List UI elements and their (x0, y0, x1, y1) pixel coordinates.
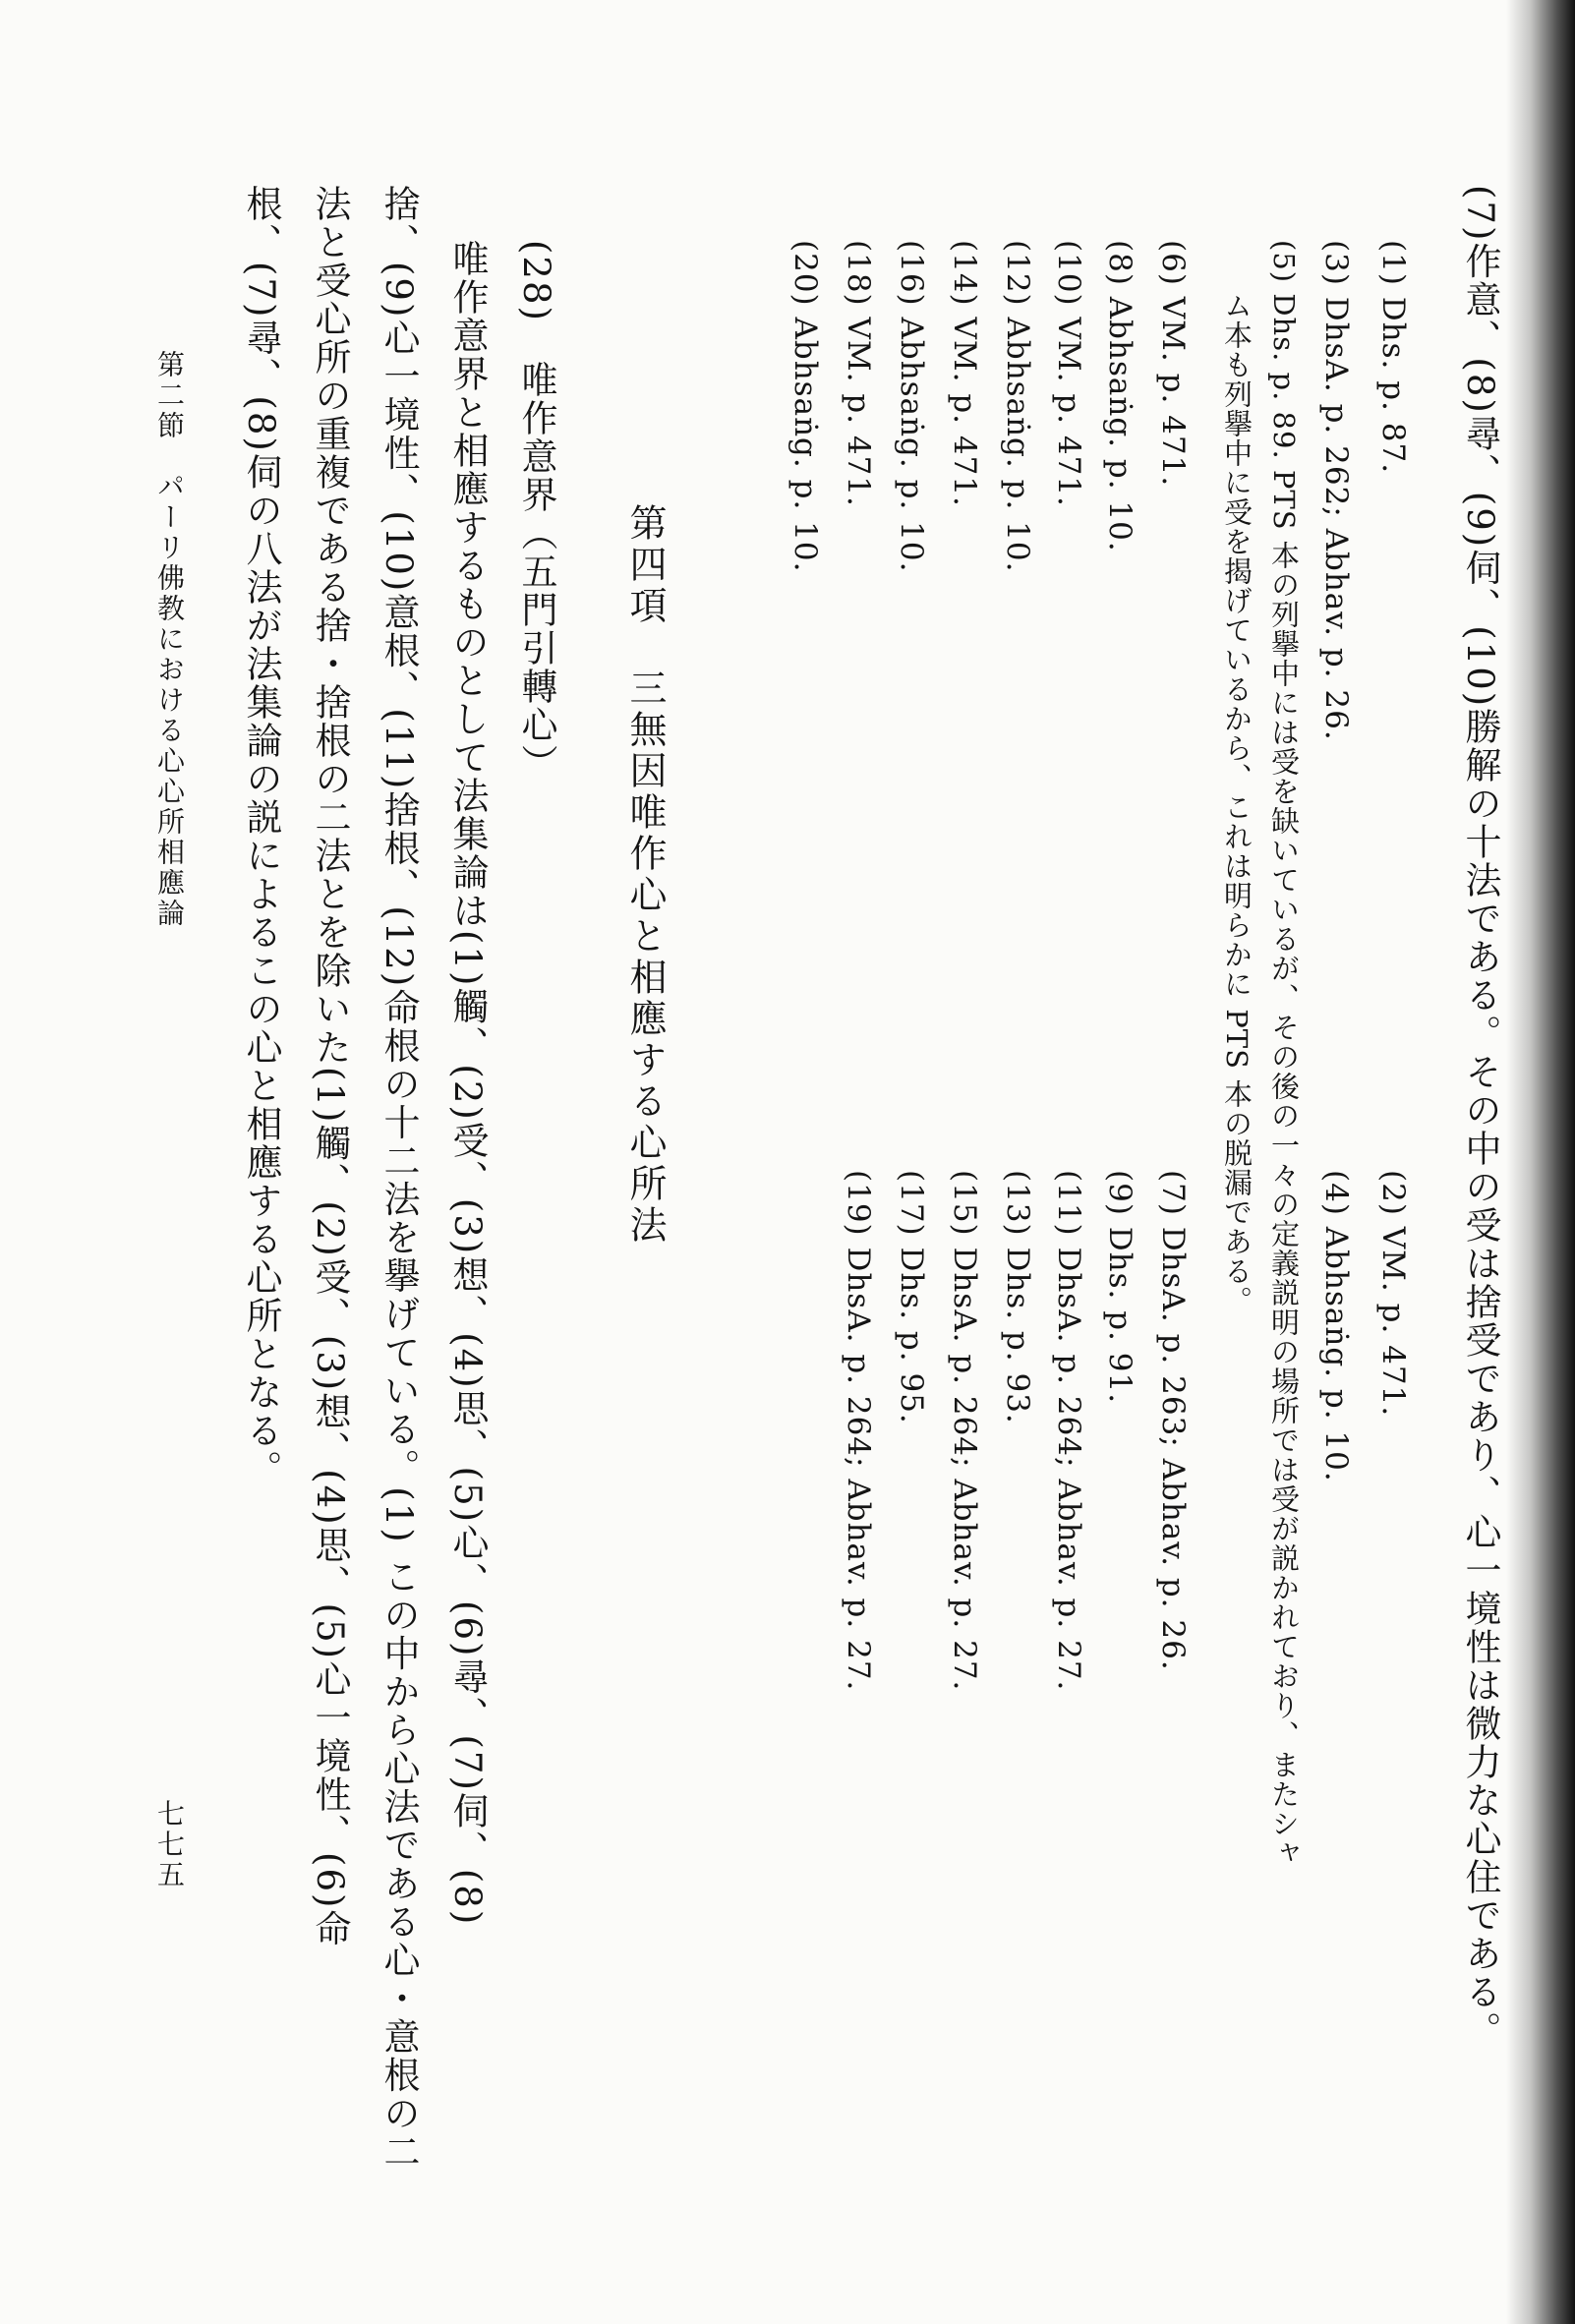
footnote-2: (2) VM. p. 471. (1375, 1170, 1411, 1418)
footnote-10: (10) VM. p. 471. (1051, 240, 1086, 507)
footnote-9: (9) Dhs. p. 91. (1102, 1170, 1138, 1405)
footnote-6: (6) VM. p. 471. (1155, 240, 1191, 488)
body-line-1: 唯作意界と相應するものとして法集論は(1)觸、(2)受、(3)想、(4)思、(5)心、(6)尋、(7)伺、(8) (446, 240, 489, 1927)
footnote-13: (13) Dhs. p. 93. (1000, 1170, 1035, 1424)
footnote-12: (12) Abhsaṅg. p. 10. (1000, 240, 1035, 573)
body-line-3: 法と受心所の重複である捨・捨根の二法とを除いた(1)觸、(2)受、(3)想、(4)思、(5)心一境性、(6)命 (309, 185, 351, 1948)
subsection-heading: (28) 唯作意界（五門引轉心） (515, 240, 557, 783)
footnote-8: (8) Abhsaṅg. p. 10. (1102, 240, 1138, 552)
footnote-18: (18) VM. p. 471. (841, 240, 876, 507)
footnote-3: (3) DhsA. p. 262; Abhav. p. 26. (1318, 240, 1354, 741)
footnote-20: (20) Abhsaṅg. p. 10. (788, 240, 823, 573)
footnote-16: (16) Abhsaṅg. p. 10. (894, 240, 929, 573)
footnote-11: (11) DhsA. p. 264; Abhav. p. 27. (1051, 1170, 1086, 1692)
body-line-4: 根、(7)尋、(8)伺の八法が法集論の説によるこの心と相應する心所となる。 (240, 185, 282, 1488)
footnote-15: (15) DhsA. p. 264; Abhav. p. 27. (947, 1170, 982, 1692)
running-footer: 第二節 パーリ佛教における心心所相應論 (153, 350, 186, 929)
footnote-17: (17) Dhs. p. 95. (894, 1170, 929, 1424)
footnote-4: (4) Abhsaṅg. p. 10. (1318, 1170, 1354, 1482)
page-number: 七七五 (153, 1799, 186, 1890)
section-heading: 第四項 三無因唯作心と相應する心所法 (623, 503, 667, 1247)
footnote-19: (19) DhsA. p. 264; Abhav. p. 27. (841, 1170, 876, 1692)
footnote-14: (14) VM. p. 471. (947, 240, 982, 507)
footnote-7: (7) DhsA. p. 263; Abhav. p. 26. (1155, 1170, 1191, 1671)
top-text-line: (7)作意、(8)尋、(9)伺、(10)勝解の十法である。その中の受は捨受であり、心一境性は微力な心住である。 (1459, 185, 1501, 2051)
body-line-2: 捨、(9)心一境性、(10)意根、(11)捨根、(12)命根の十二法を擧げている。(1) この中から心法である心・意根の二 (378, 185, 420, 2172)
footnote-1: (1) Dhs. p. 87. (1375, 240, 1411, 475)
footnote-5-line-2: ム本も列擧中に受を揭げているから、これは明らかに PTS 本の脱漏である。 (1220, 291, 1254, 1316)
scan-page-edge-shadow (1506, 0, 1575, 2324)
footnote-5-line-1: (5) Dhs. p. 89. PTS 本の列擧中には受を缺いているが、その後の一々の定義説明の場所では受が説かれており、またシャ (1267, 240, 1301, 1868)
